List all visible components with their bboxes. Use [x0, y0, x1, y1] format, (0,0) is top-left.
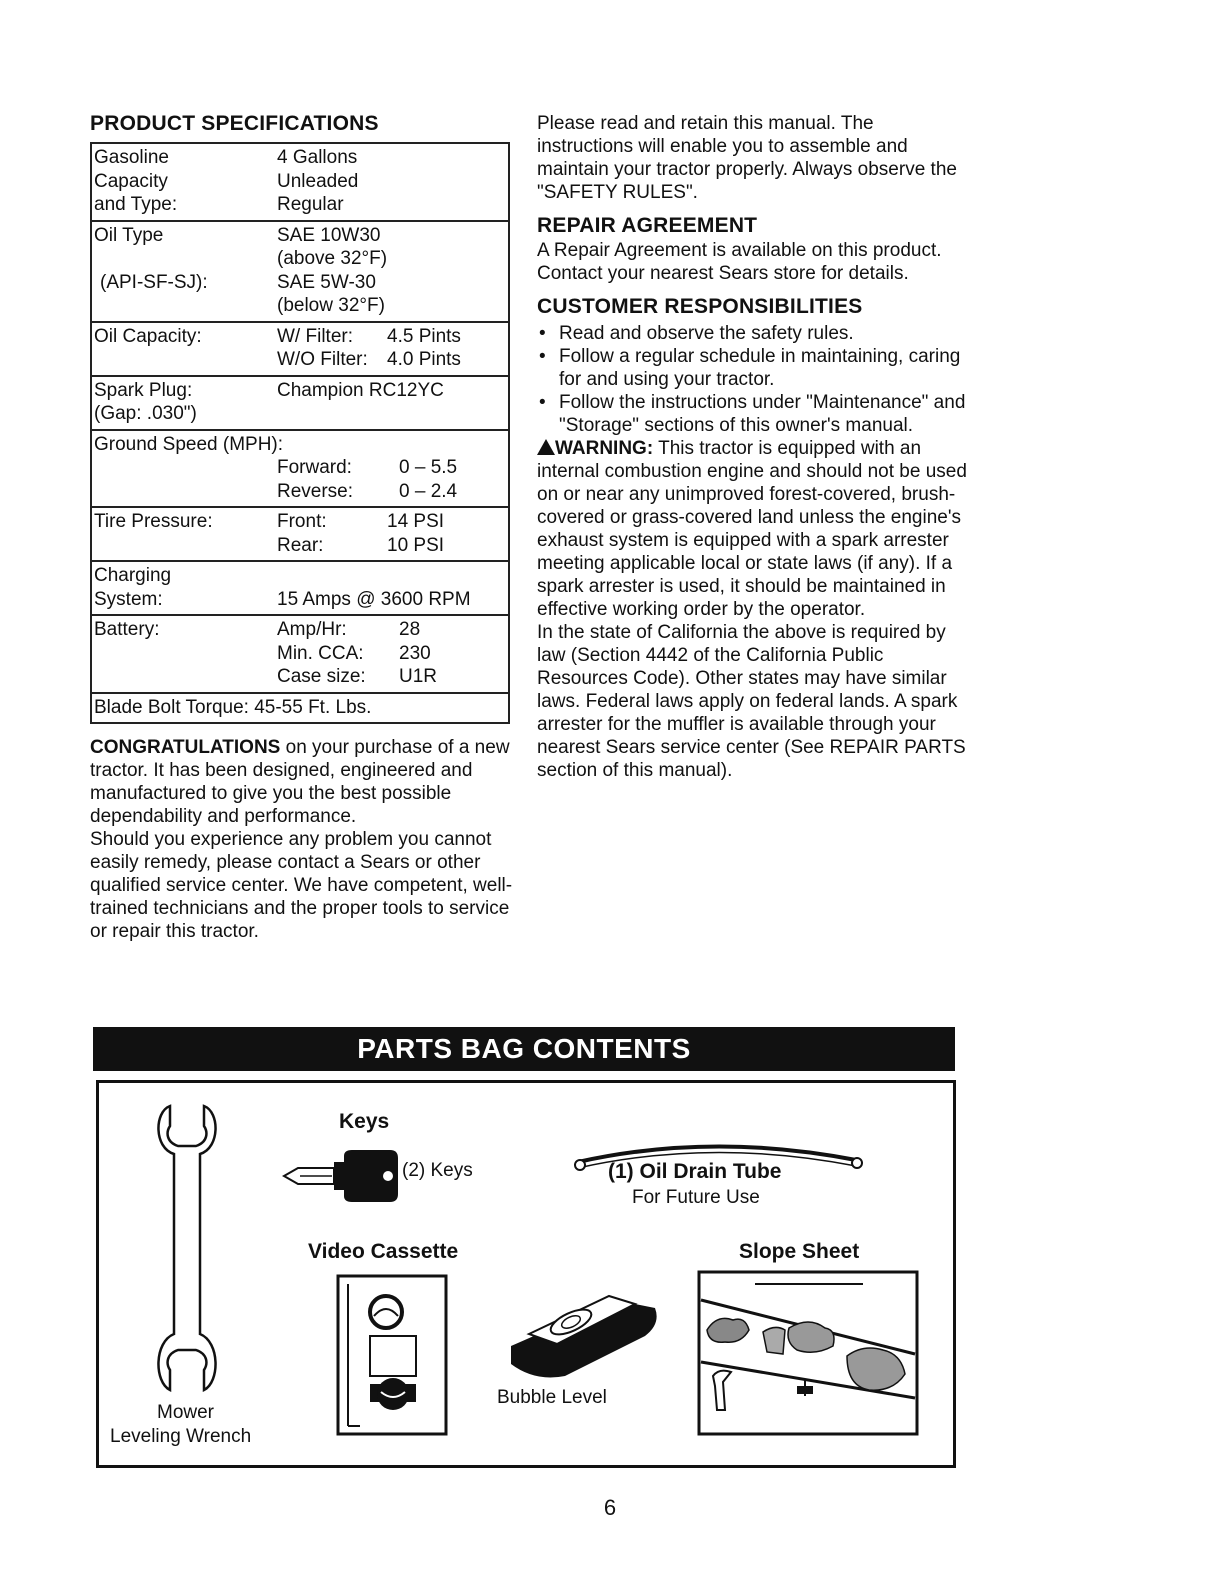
customer-resp-heading: CUSTOMER RESPONSIBILITIES [537, 295, 863, 318]
spec-label: Spark Plug: [94, 379, 193, 401]
spec-value: 4.0 Pints [387, 349, 461, 370]
spec-row-tire-pressure [92, 508, 508, 562]
oil-tube-subtitle: For Future Use [632, 1187, 760, 1208]
spec-label: System: [94, 588, 163, 610]
spec-value: 28 [399, 619, 421, 640]
congrats-text-1: on your purchase of a new tractor. It has been designed, engineered and manufactured to give you the best possible dependability and performance. [90, 737, 510, 827]
spec-key: Case size: [277, 666, 366, 687]
customer-resp-list [537, 322, 967, 437]
spec-value: U1R [399, 666, 438, 687]
spec-key: Min. CCA: [277, 642, 364, 664]
spec-label: Capacity [94, 170, 168, 192]
spec-value: 14 PSI [387, 511, 445, 532]
spec-row-gasoline [92, 144, 508, 222]
parts-bag-banner: PARTS BAG CONTENTS [93, 1027, 955, 1071]
spec-row-battery [92, 616, 508, 694]
spec-value: (below 32°F) [277, 295, 385, 316]
keys-title: Keys [339, 1110, 390, 1133]
spec-label: Oil Capacity: [94, 325, 202, 347]
spec-value: 0 – 5.5 [399, 457, 458, 478]
spec-key: Rear: [277, 534, 324, 556]
video-cassette-icon [336, 1274, 448, 1436]
wrench-icon [150, 1098, 230, 1398]
keys-qty: (2) Keys [402, 1160, 473, 1181]
spec-value: 0 – 2.4 [399, 480, 458, 502]
spec-value: 4.5 Pints [387, 325, 461, 347]
spec-value: SAE 10W30 [277, 224, 381, 246]
spec-label: and Type: [94, 194, 178, 215]
spec-label: Oil Type [94, 224, 164, 246]
spec-row-spark-plug [92, 377, 508, 431]
spec-label: Ground Speed (MPH): [94, 433, 284, 455]
spec-row-blade-bolt [92, 694, 508, 723]
spec-key: Reverse: [277, 480, 354, 502]
spec-value: 4 Gallons [277, 147, 358, 168]
spec-value: Champion RC12YC [277, 379, 444, 401]
spec-key: Front: [277, 511, 327, 532]
spec-value: 230 [399, 642, 431, 664]
spec-row-charging [92, 562, 508, 616]
spec-label: Gasoline [94, 147, 169, 168]
california-text: In the state of California the above is required by law (Section 4442 of the California Public Resources Code). Other states may have similar laws. Federal laws apply on federal lands. A spark arrester for the muffler is available through your nearest Sears service center (See REPAIR PARTS section of this manual). [537, 622, 966, 781]
spec-label: (API-SF-SJ): [100, 271, 208, 293]
spec-value: (above 32°F) [277, 248, 388, 269]
right-column [537, 112, 967, 782]
key-icon [280, 1148, 400, 1204]
wrench-label-2: Leveling Wrench [110, 1426, 252, 1447]
page-number: 6 [603, 1495, 617, 1520]
repair-agreement-heading: REPAIR AGREEMENT [537, 214, 758, 237]
spec-key: Forward: [277, 457, 352, 478]
spec-key: W/O Filter: [277, 349, 368, 370]
spec-row-oil-type [92, 222, 508, 323]
list-item: • Follow the instructions under "Maintenance" and "Storage" sections of this owner's manual. [537, 391, 967, 437]
spec-value: Unleaded [277, 170, 359, 192]
spec-label: (Gap: .030") [94, 403, 197, 424]
spec-label: Battery: [94, 619, 160, 640]
spec-value: Blade Bolt Torque: 45-55 Ft. Lbs. [94, 696, 372, 718]
spec-table [90, 142, 510, 724]
spec-row-ground-speed [92, 431, 508, 509]
congrats-bold: CONGRATULATIONS [90, 737, 281, 758]
intro-text: Please read and retain this manual. The instructions will enable you to assemble and maintain your tractor properly. Always observe the "SAFETY RULES". [537, 113, 957, 203]
spec-label: Charging [94, 565, 172, 586]
spec-value: 15 Amps @ 3600 RPM [277, 588, 471, 610]
slope-sheet-title: Slope Sheet [739, 1240, 860, 1263]
spec-value: Regular [277, 194, 344, 215]
list-item: • Read and observe the safety rules. [537, 322, 967, 345]
congratulations-text [90, 736, 515, 943]
warning-text: This tractor is equipped with an internal combustion engine and should not be used on or near any unimproved forest-covered, brush-covered or grass-covered land unless the engine's exhaust system is equipped with a spark arrester meeting applicable local or state laws (if any). If a spark arrester is used, it should be maintained in effective working order by the operator. [537, 438, 967, 620]
bubble-level-label: Bubble Level [497, 1387, 607, 1408]
spec-value: SAE 5W-30 [277, 271, 376, 293]
repair-agreement-text: A Repair Agreement is available on this product. Contact your nearest Sears store for details. [537, 240, 942, 284]
wrench-label-1: Mower [157, 1402, 215, 1423]
spec-row-oil-capacity [92, 323, 508, 377]
warning-paragraph [537, 437, 967, 621]
video-cassette-title: Video Cassette [308, 1240, 459, 1263]
spec-value: 10 PSI [387, 534, 445, 556]
spec-key: Amp/Hr: [277, 619, 347, 640]
list-item: • Follow a regular schedule in maintaining, caring for and using your tractor. [537, 345, 967, 391]
spec-key: W/ Filter: [277, 325, 353, 347]
warning-label: WARNING: [555, 438, 654, 459]
oil-tube-title: (1) Oil Drain Tube [608, 1160, 782, 1183]
slope-sheet-icon [697, 1270, 919, 1436]
spec-label: Tire Pressure: [94, 511, 213, 532]
congrats-text-2: Should you experience any problem you cannot easily remedy, please contact a Sears or other qualified service center. We have competent, well-trained technicians and the proper tools to service or repair this tractor. [90, 829, 513, 942]
product-specs-heading: PRODUCT SPECIFICATIONS [90, 112, 379, 135]
left-column [90, 112, 513, 943]
warning-triangle-icon [537, 439, 555, 455]
bubble-level-icon [505, 1284, 665, 1384]
